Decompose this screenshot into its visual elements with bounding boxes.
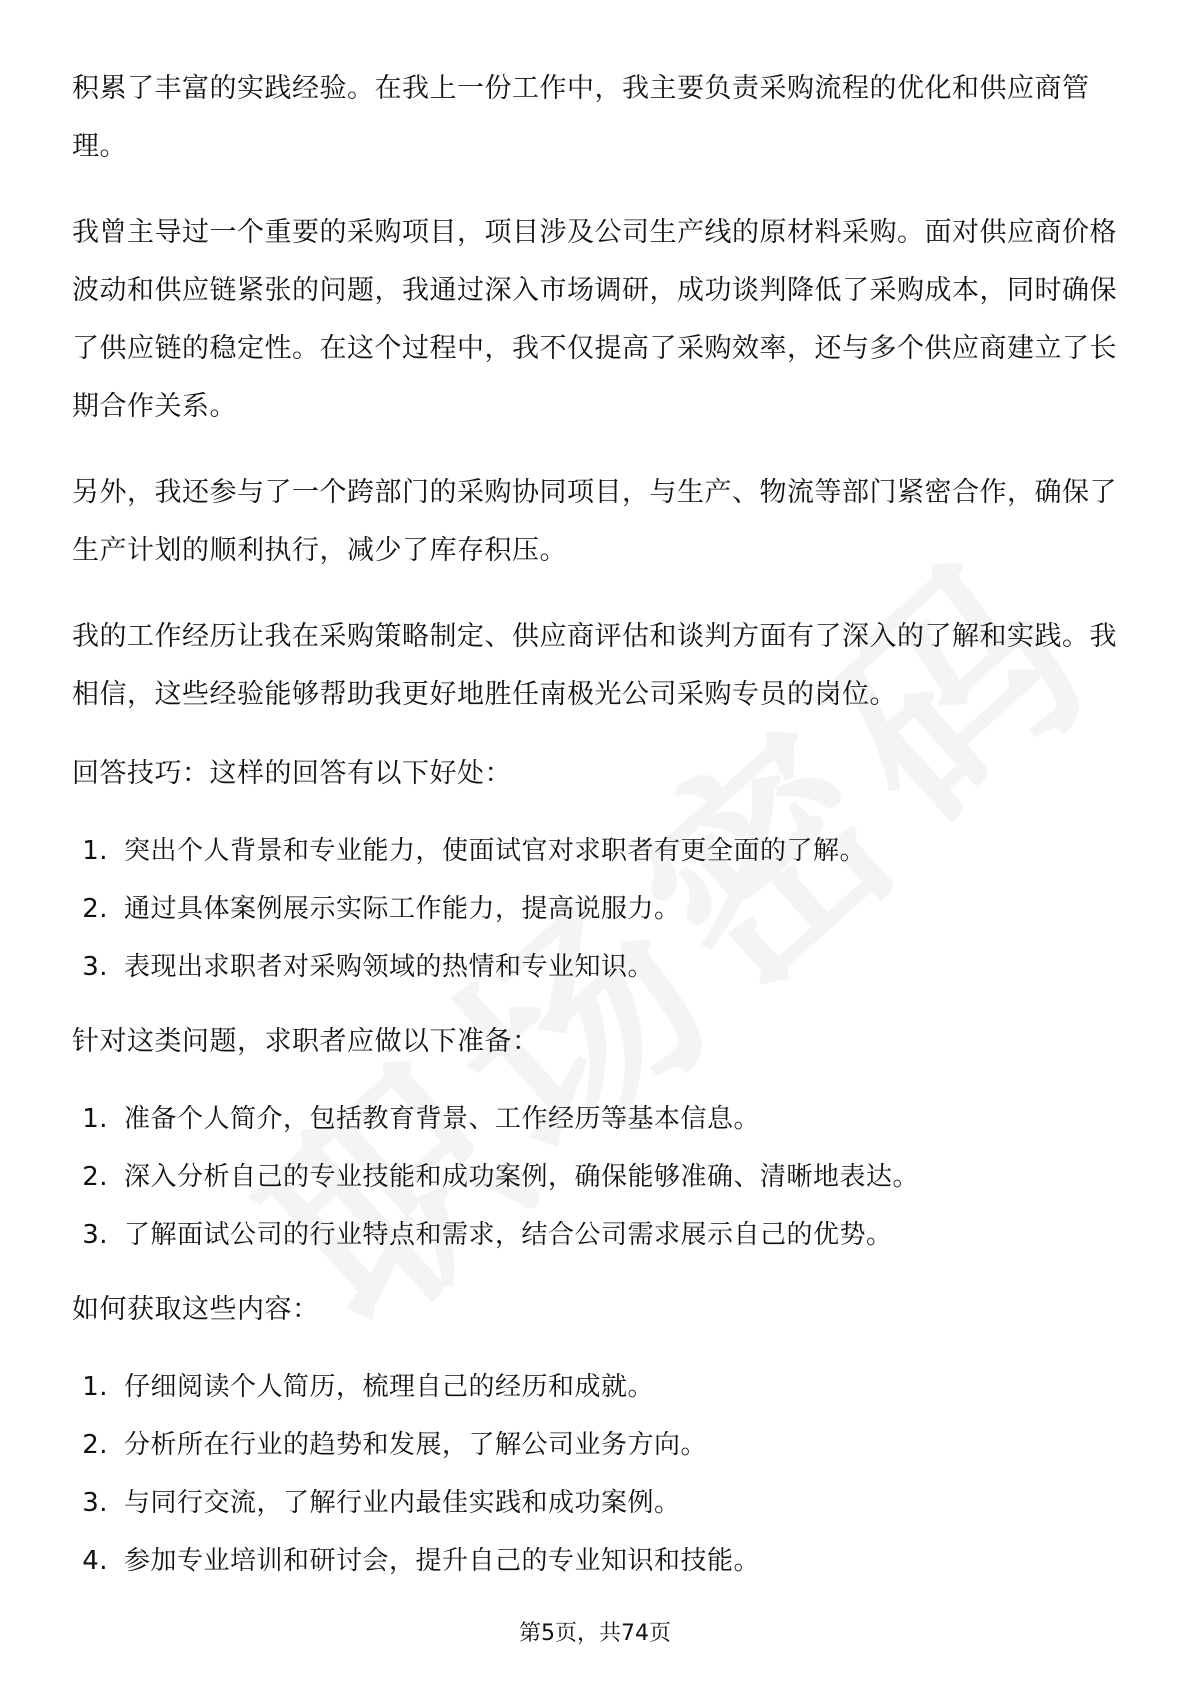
list-text: 与同行交流，了解行业内最佳实践和成功案例。 [124,1488,681,1518]
tips-list [72,832,1122,986]
paragraph-purchasing-project: 我曾主导过一个重要的采购项目，项目涉及公司生产线的原材料采购。面对供应商价格波动和供应链紧张的问题，我通过深入市场调研，成功谈判降低了采购成本，同时确保了供应链的稳定性。在这个过程中，我不仅提高了采购效率，还与多个供应商建立了长期合作关系。 [72,217,1117,422]
list-text: 突出个人背景和专业能力，使面试官对求职者有更全面的了解。 [124,836,867,866]
obtain-list [72,1368,1122,1580]
prep-heading: 针对这类问题，求职者应做以下准备： [72,1026,540,1057]
list-text: 通过具体案例展示实际工作能力，提高说服力。 [124,894,681,924]
list-text: 分析所在行业的趋势和发展，了解公司业务方向。 [124,1430,708,1460]
list-item [72,1100,1122,1138]
list-item [72,1426,1122,1464]
list-item [72,1216,1122,1254]
paragraph-summary: 我的工作经历让我在采购策略制定、供应商评估和谈判方面有了深入的了解和实践。我相信，这些经验能够帮助我更好地胜任南极光公司采购专员的岗位。 [72,621,1117,710]
list-item [72,1484,1122,1522]
list-number: 4. [82,1546,108,1576]
list-item [72,1158,1122,1196]
list-text: 深入分析自己的专业技能和成功案例，确保能够准确、清晰地表达。 [124,1162,920,1192]
tips-heading: 回答技巧：这样的回答有以下好处： [72,758,512,789]
list-text: 参加专业培训和研讨会，提升自己的专业知识和技能。 [124,1546,761,1576]
obtain-heading: 如何获取这些内容： [72,1294,320,1325]
list-item [72,1542,1122,1580]
list-number: 1. [82,836,108,866]
list-item [72,948,1122,986]
list-item [72,832,1122,870]
list-number: 2. [82,894,108,924]
list-number: 3. [82,952,108,982]
list-text: 表现出求职者对采购领域的热情和专业知识。 [124,952,655,982]
list-item [72,1368,1122,1406]
list-number: 3. [82,1220,108,1250]
paragraph-experience-intro: 积累了丰富的实践经验。在我上一份工作中，我主要负责采购流程的优化和供应商管理。 [72,73,1090,162]
list-number: 2. [82,1162,108,1192]
page-number-footer: 第5页，共74页 [519,1621,671,1646]
list-number: 2. [82,1430,108,1460]
list-text: 了解面试公司的行业特点和需求，结合公司需求展示自己的优势。 [124,1220,893,1250]
page-content [72,60,1122,1614]
list-text: 仔细阅读个人简历，梳理自己的经历和成就。 [124,1372,655,1402]
list-item [72,890,1122,928]
list-number: 3. [82,1488,108,1518]
prep-list [72,1100,1122,1254]
list-number: 1. [82,1372,108,1402]
list-text: 准备个人简介，包括教育背景、工作经历等基本信息。 [124,1104,761,1134]
paragraph-cross-department: 另外，我还参与了一个跨部门的采购协同项目，与生产、物流等部门紧密合作，确保了生产计划的顺利执行，减少了库存积压。 [72,477,1117,566]
list-number: 1. [82,1104,108,1134]
